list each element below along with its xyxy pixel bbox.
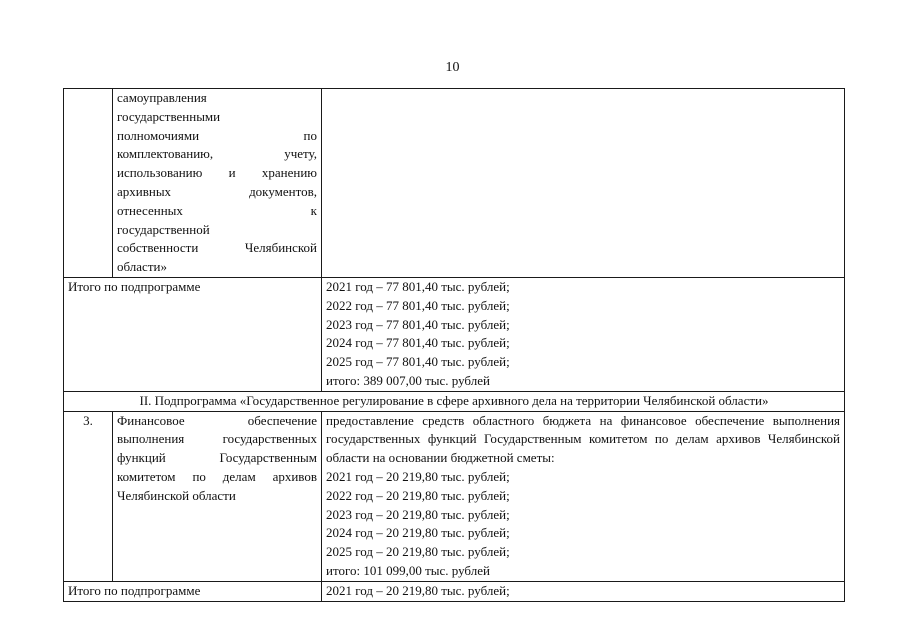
- program-table: [63, 88, 845, 602]
- funding-line: 2021 год – 20 219,80 тыс. рублей;: [326, 468, 510, 484]
- activity-name-cell: [113, 89, 322, 278]
- funding-line: 2021 год – 20 219,80 тыс. рублей;: [326, 582, 510, 598]
- name-line: отнесенных к: [117, 202, 317, 218]
- funding-total: итого: 101 099,00 тыс. рублей: [326, 562, 490, 578]
- name-line: использованию и хранению: [117, 165, 317, 181]
- name-line: государственными: [117, 108, 221, 124]
- section-header: II. Подпрограмма «Государственное регулирование в сфере архивного дела на территории Челябинской области»: [139, 392, 769, 408]
- subtotal-label: Итого по подпрограмме: [68, 582, 201, 598]
- item-funding-cell: [322, 411, 845, 581]
- item-description: предоставление средств областного бюджета на финансовое обеспечение выполнения государственных функций Государственным комитетом по делам архивов Челябинской области на основании бюджетной сметы:: [326, 412, 840, 466]
- page-number: 10: [445, 60, 460, 75]
- name-line: самоуправления: [117, 90, 207, 105]
- table-row-item: [64, 411, 845, 581]
- subtotal-funding-cell: [322, 581, 845, 601]
- name-line: полномочиями по: [117, 127, 317, 143]
- subtotal-funding-cell: [322, 277, 845, 391]
- name-line: комплектованию, учету,: [117, 146, 317, 162]
- table-row-subtotal: [64, 581, 845, 601]
- funding-line: 2024 год – 77 801,40 тыс. рублей;: [326, 335, 510, 351]
- subtotal-label: Итого по подпрограмме: [68, 278, 201, 294]
- name-line: собственности Челябинской: [117, 240, 317, 256]
- table-row-subtotal: [64, 277, 845, 391]
- name-line: архивных документов,: [117, 183, 317, 199]
- subtotal-label-cell: [64, 581, 322, 601]
- funding-line: 2024 год – 20 219,80 тыс. рублей;: [326, 525, 510, 541]
- table-row-section-header: [64, 391, 845, 411]
- item-number: 3.: [83, 412, 93, 428]
- funding-line: 2022 год – 77 801,40 тыс. рублей;: [326, 297, 510, 313]
- funding-line: 2025 год – 77 801,40 тыс. рублей;: [326, 354, 510, 370]
- item-name: Финансовое обеспечение выполнения государственных функций Государственным комитетом по делам архивов Челябинской области: [117, 412, 317, 503]
- funding-line: 2022 год – 20 219,80 тыс. рублей;: [326, 487, 510, 503]
- funding-total: итого: 389 007,00 тыс. рублей: [326, 372, 490, 388]
- funding-line: 2025 год – 20 219,80 тыс. рублей;: [326, 544, 510, 560]
- name-line: государственной: [117, 221, 210, 237]
- item-number-cell: [64, 411, 113, 581]
- funding-line: 2023 год – 77 801,40 тыс. рублей;: [326, 316, 510, 332]
- funding-cell: [322, 89, 845, 278]
- name-line: области»: [117, 259, 167, 275]
- number-cell: [64, 89, 113, 278]
- subtotal-label-cell: [64, 277, 322, 391]
- section-header-cell: [64, 391, 845, 411]
- table-row-continuation: [64, 89, 845, 278]
- item-name-cell: [113, 411, 322, 581]
- funding-line: 2021 год – 77 801,40 тыс. рублей;: [326, 278, 510, 294]
- funding-line: 2023 год – 20 219,80 тыс. рублей;: [326, 506, 510, 522]
